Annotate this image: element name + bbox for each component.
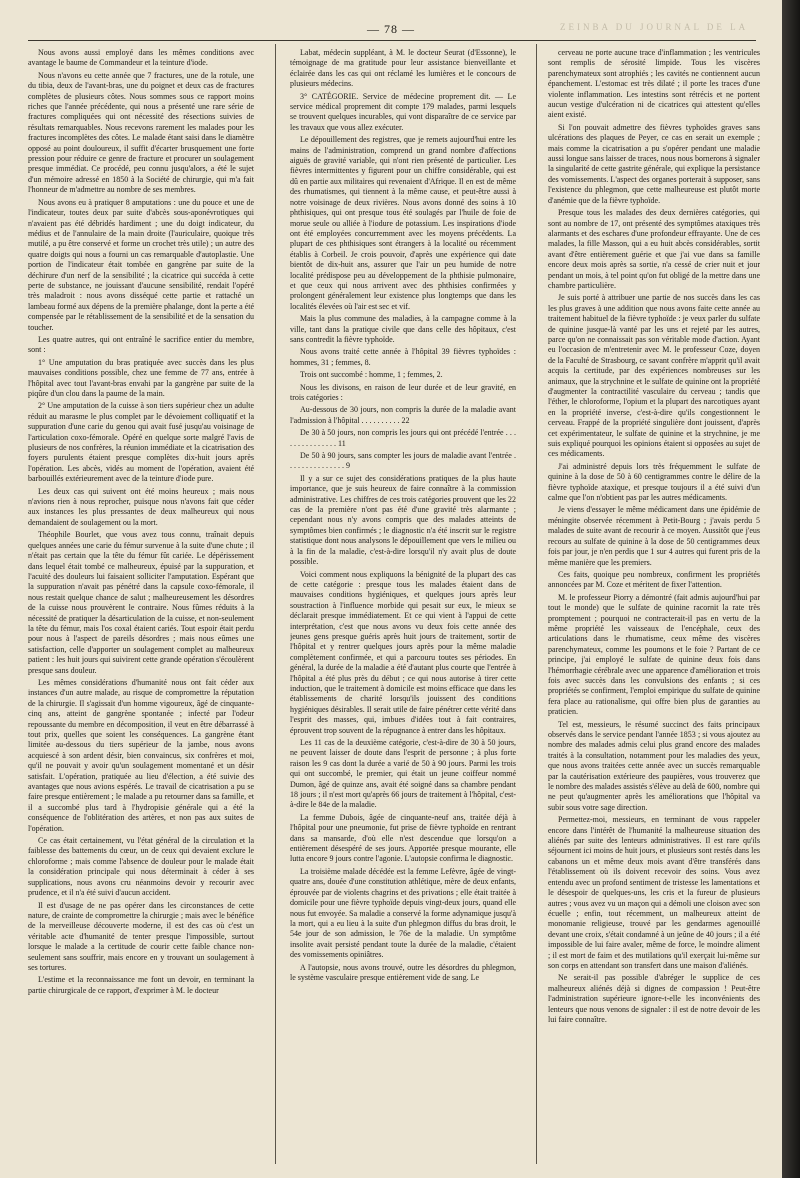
paragraph: Le dépouillement des registres, que je remets aujourd'hui entre les mains de l'administration, comprend un grand nombre d'affections aiguës de gravité variable, qui n'ont rien présenté de particulier. Les fièvres intermittentes y figurent pour un chiffre considérable, qui est dû en partie aux militaires qui revenaient d'Afrique. Il en est de même des rhumatismes, qui tiennent à la même cause, et peut-être aussi à notre voisinage de deux rivières. Nous avons donné des soins à 10 phthisiques, qui ont presque tous été soulagés par l'huile de foie de morue seule ou alliée à l'iodure de potassium. Les inspirations d'iode ont été employées concurremment avec les moyens précédents. La plupart de ces phthisiques sont étrangers à la localité ou récemment établis à Corbeil. Je crois pouvoir, d'après une expérience qui date bientôt de dix-huit ans, assurer que l'air un peu humide de notre localité prédispose peu au développement de la phthisie pulmonaire, et que ceux qui nous arrivent avec des phthisies confirmées y prolongent généralement leur existence plus longtemps que dans les localités élevées où l'air est sec et vif. xyxy=(290,135,516,311)
paragraph: Presque tous les malades des deux dernières catégories, qui sont au nombre de 17, ont présenté des symptômes ataxiques très alarmants et des eschares d'une profondeur effrayante. Une de ces malades, la fille Masson, qui a eu huit abcès considérables, sortit avant d'être entièrement guérie et que j'ai vue dans sa famille encore deux mois après sa sortie, n'a cessé de crier nuit et jour pendant un mois, à tel point qu'on fut obligé de la mettre dans une chambre particulière. xyxy=(548,208,760,290)
paragraph: Ce cas était certainement, vu l'état général de la circulation et la faiblesse des battements du cœur, un de ceux qui devaient exclure le chloroforme ; mais comme l'absence de douleur pour le malade était la considération principale qui nous déterminait à céder à ses supplications, nous avons cru néanmoins devoir y recourir avec prudence, et il n'a été suivi d'aucun accident. xyxy=(28,836,254,898)
paragraph: Les mêmes considérations d'humanité nous ont fait céder aux instances d'un autre malade, au risque de compromettre la réputation de la chirurgie. Il s'agissait d'un homme vigoureux, âgé de cinquante-cinq ans, atteint de gangrène spontanée ; infecté par l'odeur repoussante du membre en décomposition, il veut en être débarrassé à tout prix, quelles que soient les conséquences. La gangrène étant limitée au-dessous du tiers supérieur de la jambe, nous avons acquiescé à son ardent désir, bien convaincus, six confrères et moi, qu'il ne pouvait y avoir qu'un soulagement momentané et un désir satisfait. L'opération, pratiquée au lieu d'élection, a été suivie des avantages que nous avions espérés. Le travail de cicatrisation a pu se faire presque entièrement ; le malade a pu retourner dans sa famille, et il a succombé plus tard à l'hydropisie générale qui a été la conséquence de l'oblitération des artères, et non pas aux suites de l'opération. xyxy=(28,677,254,833)
paragraph: Nous avons aussi employé dans les mêmes conditions avec avantage le baume de Commandeur et la teinture d'iode. xyxy=(28,48,254,68)
paragraph: Nous les divisons, en raison de leur durée et de leur gravité, en trois catégories : xyxy=(290,382,516,402)
page-number: — 78 — xyxy=(367,22,415,36)
paragraph: Je viens d'essayer le même médicament dans une épidémie de méningite observée récemment à Petit-Bourg ; j'avais perdu 5 malades de suite avant de recourir à ce moyen. Aussitôt que j'eus recours au sulfate de quinine à la dose de 50 centigrammes deux fois par jour, je n'en perdis que 1 sur 4 autres qui furent pris de la même manière que les premiers. xyxy=(548,505,760,567)
header-rule xyxy=(28,40,756,41)
column-divider xyxy=(275,44,276,1164)
page-edge-shadow xyxy=(782,0,800,1178)
paragraph: A l'autopsie, nous avons trouvé, outre les désordres du phlegmon, le système vasculaire presque entièrement vide de sang. Le xyxy=(290,962,516,982)
bleed-through-text: ZEINBA DU JOURNAL DE LA xyxy=(560,22,749,32)
paragraph: Nous avons eu à pratiquer 8 amputations : une du pouce et une de l'indicateur, toutes deux par suite d'abcès sous-aponévrotiques qui n'avaient pas été débridés hardiment ; une du doigt indicateur, du médius et de l'annulaire de la main droite (l'auriculaire, quoique très mutilé, a pu être conservé et forme un crochet très utile) ; un autre des quatre doigts qui nous a fourni un cas remarquable d'autoplastie. Une portion de l'indicateur était tombée en gangrène par suite de la déchirure d'un nerf de la sensibilité ; la cicatrice qui succéda à cette perte de substance, ne jouissant d'aucune sensibilité, rendait l'opéré très maladroit : nous avons disséqué cette partie et rattaché un lambeau formé aux dépens de la première phalange, dont la perte a été compensée par le rétablissement de la sensibilité et de la sensation du toucher. xyxy=(28,197,254,332)
paragraph: M. le professeur Piorry a démontré (fait admis aujourd'hui par tout le monde) que le sulfate de quinine racornit la rate très promptement ; pourquoi ne contracterait-il pas en vertu de la même propriété les vaisseaux de l'encéphale, ceux des articulations dans le rhumatisme, ceux même des viscères parenchymateux, comme les poumons et le foie ? Partant de ce principe, j'ai employé le sulfate de quinine deux fois dans l'hémorrhagie cérébrale avec une apparence d'amélioration et trois fois avec succès dans les convulsions des enfants ; si ces propriétés se confirment, l'emploi empirique du sulfate de quinine fera place au rationalisme, qui offre bien plus de garanties au praticien. xyxy=(548,592,760,717)
paragraph: Permettez-moi, messieurs, en terminant de vous rappeler encore dans l'intérêt de l'humanité la malheureuse situation des aliénés par suite des lenteurs administratives. Il est rare qu'ils séjournent ici moins de huit jours, et plusieurs sont restés dans les cabanons un et même deux mois avant d'être transférés dans l'établissement où ils doivent recevoir des soins. Vous avez entendu avec un profond sentiment de tristesse les lamentations et le désespoir de quelques-uns, les cris et la fureur de plusieurs autres ; vous avez vu un maçon qui a démoli une cloison avec son écuelle ; enfin, tout récemment, un malheureux atteint de monomanie religieuse, trouvé par les gendarmes agenouillé devant une croix, s'était condamné à un jeûne de 40 jours ; il a été impossible de lui faire avaler, même de force, le moindre aliment ; il est mort de faim et des mutilations qu'il exerçait lui-même sur son corps en attendant son transfert dans une maison d'aliénés. xyxy=(548,815,760,970)
paragraph: Il est d'usage de ne pas opérer dans les circonstances de cette nature, de crainte de compromettre la chirurgie ; mais avec le bénéfice de la merveilleuse découverte moderne, il est des cas où c'est un véritable acte d'humanité de tenter presque l'impossible, surtout lorsque le malade a la certitude de courir cette faible chance non-seulement sans souffrir, mais encore en y trouvant un soulagement à ses tortures. xyxy=(28,900,254,972)
paragraph: Trois ont succombé : homme, 1 ; femmes, 2. xyxy=(300,370,443,380)
paragraph: J'ai administré depuis lors très fréquemment le sulfate de quinine à la dose de 50 à 60 centigrammes contre le délire de la fièvre typhoïde ataxique, et presque toujours il a été suivi d'un calme que l'on n'obtient pas par les autres médicaments. xyxy=(548,461,760,503)
paragraph: Mais la plus commune des maladies, à la campagne comme à la ville, tant dans la pratique civile que dans celle des hôpitaux, c'est sans contredit la fièvre typhoïde. xyxy=(290,314,516,344)
paragraph: Ne serait-il pas possible d'abréger le supplice de ces malheureux aliénés déjà si dignes de compassion ! Peut-être l'administration supérieure ignore-t-elle les inconvénients des lenteurs que nous venons de signaler : il est de notre devoir de les lui faire connaître. xyxy=(548,973,760,1024)
paragraph: cerveau ne porte aucune trace d'inflammation ; les ventricules sont remplis de sérosité limpide. Tous les viscères parenchymateux sont atrophiés ; les cavités ne contiennent aucun épanchement. L'estomac est très dilaté ; il porte les traces d'une violente inflammation. Les intestins sont rétrécis et ne portent aucun vestige d'ulcération ni de cicatrices qui attestent qu'elles aient existé. xyxy=(548,48,760,120)
paragraph: 2° Une amputation de la cuisse à son tiers supérieur chez un adulte réduit au marasme le plus complet par le dévoiement colliquatif et la suppuration d'une carie du genou qui avait fusé jusqu'au voisinage de l'articulation coxo-fémorale. Opéré en quelque sorte malgré l'avis de plusieurs de nos confrères, la réunion immédiate et la cicatrisation des foyers purulents étaient presque complètes dix-huit jours après l'opération. Les abcès, vidés au moment de l'opération, avaient été barbouillés extérieurement avec de la teinture d'iode pure. xyxy=(28,401,254,484)
paragraph: La femme Dubois, âgée de cinquante-neuf ans, traitée déjà à l'hôpital pour une pneumonie, fut prise de fièvre typhoïde en rentrant dans sa mansarde, d'où elle n'est descendue que lorsqu'on a entièrement désespéré de ses jours. Apportée presque mourante, elle lutta encore 9 jours contre l'agonie. L'autopsie confirma le diagnostic. xyxy=(290,812,516,864)
paragraph: De 30 à 50 jours, non compris les jours qui ont précédé l'entrée . . . . . . . . . . . . . . . 11 xyxy=(290,428,516,448)
paragraph: Nous avons traité cette année à l'hôpital 39 fièvres typhoïdes : hommes, 31 ; femmes, 8. xyxy=(290,347,516,367)
paragraph: Labat, médecin suppléant, à M. le docteur Seurat (d'Essonne), le témoignage de ma gratitude pour leur assistance bienveillante et éclairée dans les cas qui ont réclamé les lumières et le concours de plusieurs médecins. xyxy=(290,48,516,89)
paragraph: 1° Une amputation du bras pratiquée avec succès dans les plus mauvaises conditions possible, chez une femme de 77 ans, entrée à l'hôpital avec tout l'avant-bras envahi par la gangrène par suite de la piqûre d'un clou dans la paume de la main. xyxy=(28,357,254,398)
paragraph: Théophile Bourlet, que vous avez tous connu, traînait depuis quelques années une carie du fémur survenue à la suite d'une chute ; il n'était pas certain que la tête du fémur fût cariée. Le dépérissement dans lequel était tombé ce malheureux, épuisé par la suppuration, et l'acuité des douleurs lui faisaient solliciter l'amputation. Espérant que la suppuration n'avait pas pénétré dans la capsule coxo-fémorale, il nous restait quelque chance de salut ; malheureusement les désordres de la cuisse nous prouvèrent le contraire. Nous fûmes réduits à la nécessité de pratiquer la désarticulation de la cuisse, et non-seulement la tête du fémur, mais l'os coxal étaient cariés. Tout espoir était perdu pour nous à l'aspect de pareils désordres ; mais nous eûmes une satisfaction, celle d'apporter un soulagement complet au malheureux patient : les huit jours qui suivirent cette grande opération s'écoulèrent presque sans douleur. xyxy=(28,530,254,675)
paragraph: Les quatre autres, qui ont entraîné le sacrifice entier du membre, sont : xyxy=(28,334,254,355)
paragraph: L'estime et la reconnaissance me font un devoir, en terminant la partie chirurgicale de ce rapport, d'exprimer à M. le docteur xyxy=(28,975,254,995)
paragraph: Ces faits, quoique peu nombreux, confirment les propriétés annoncées par M. Coze et méritent de fixer l'attention. xyxy=(548,569,760,590)
text-column-left xyxy=(28,48,254,1160)
paragraph: Les deux cas qui suivent ont été moins heureux ; mais nous n'avions rien à nous reprocher, puisque nous n'avons fait que céder aux instances les plus pressantes de deux malheureux qui nous demandaient de soulagement ou la mort. xyxy=(28,486,254,527)
paragraph: Nous n'avons eu cette année que 7 fractures, une de la rotule, une du tibia, deux de l'avant-bras, une du poignet et deux cas de fractures complètes de plusieurs côtes. Nous sommes sous ce rapport moins riches que l'année précédente, qui nous a présenté une rare série de fractures compliquées qui ont nécessité des résections suivies de résultats remarquables. Nous recevons rarement les malades pour les fractures incomplètes des côtes. Le malade étant saisi dans le diamètre opposé au point douloureux, il suffit d'écarter brusquement une forte pression pour réduire ce genre de fracture et procurer un soulagement presque immédiat. Ce procédé, peu connu jusqu'alors, a été le sujet d'un mémoire adressé en 1850 à la Société de chirurgie, qui m'a fait l'honneur de m'admettre au nombre de ses membres. xyxy=(28,70,254,195)
paragraph: Il y a sur ce sujet des considérations pratiques de la plus haute importance, que je suis heureux de faire connaître à la commission administrative. Les chiffres de ces trois catégories prouvent que les 22 cas de la première n'ont pas été d'une gravité très alarmante ; cependant nous n'y avons compris que des malades atteints de symptômes bien confirmés ; le diagnostic n'a été inscrit sur le registre statistique dont nous analysons le dépouillement que vers le milieu ou à la fin de la maladie, c'est-à-dire lorsqu'il n'y avait plus de doute possible. xyxy=(290,473,516,567)
text-column-right xyxy=(548,48,760,1160)
paragraph: Voici comment nous expliquons la bénignité de la plupart des cas de cette catégorie : presque tous les malades étaient dans de mauvaises conditions hygiéniques, et quelques jours après leur soustraction à l'influence morbide qui pesait sur eux, le mieux se déclarait presque immédiatement. Et ce qui vient à l'appui de cette interprétation, c'est que nous avons vu deux fois cette année des jeunes gens presque guéris après huit jours de traitement, sortir de l'hôpital et y rentrer quelques jours après pour la même maladie complètement confirmée, et qui a parcouru toutes ses périodes. En général, la durée de la maladie a été d'autant plus courte que l'entrée à l'hôpital a été plus près du début ; ce qui nous autorise à tirer cette induction, que le traitement à domicile est moins efficace que dans les établissements de charité lorsqu'ils jouissent des conditions hygiéniques désirables. Il serait utile de faire pénétrer cette vérité dans l'esprit des masses, qui, imbues d'idées tout à fait contraires, éprouvent trop souvent de la répugnance à entrer dans les hôpitaux. xyxy=(290,569,516,735)
paragraph: La troisième malade décédée est la femme Lefèvre, âgée de vingt-quatre ans, douée d'une constitution athlétique, mère de deux enfants, éprouvée par de violents chagrins et des privations ; elle était traitée à domicile pour une fièvre typhoïde depuis vingt-deux jours, quand elle nous fut envoyée. Sa maladie a conservé la forme adynamique jusqu'à la mort, qui a eu lieu à la suite d'un phlegmon diffus du bras droit, le 54e jour de son admission, le 76e de la maladie. Un symptôme insolite avait persisté pendant toute la durée de la maladie, c'étaient des vomissements opiniâtres. xyxy=(290,866,516,960)
paragraph: Les 11 cas de la deuxième catégorie, c'est-à-dire de 30 à 50 jours, ne peuvent laisser de doute dans l'esprit de personne ; à plus forte raison les 9 cas dont la durée a varié de 50 à 90 jours. Parmi les trois qui ont succombé, le premier, qui était un jeune coiffeur nommé Dumon, âgé de quinze ans, avait été soigné dans sa chambre pendant 18 jours ; il n'est mort qu'après 66 jours de traitement à l'hôpital, c'est-à-dire le 84e de la maladie. xyxy=(290,738,516,810)
paragraph: Si l'on pouvait admettre des fièvres typhoïdes graves sans ulcérations des plaques de Peyer, ce cas en serait un exemple ; mais comme la cicatrisation a pu s'opérer pendant une maladie aussi longue sans laisser de traces, nous nous bornerons à signaler la singularité de cette gastrite générale, qui explique la persistance des vomissements. L'aspect des organes porterait à supposer, sans l'existence du phlegmon, que cette malheureuse est plutôt morte d'anémie que de la fièvre typhoïde. xyxy=(548,122,760,205)
paragraph: De 50 à 90 jours, sans compter les jours de maladie avant l'entrée . . . . . . . . . . . . . . . 9 xyxy=(290,451,516,471)
paragraph: Tel est, messieurs, le résumé succinct des faits principaux observés dans le service pendant l'année 1853 ; si vous ajoutez au nombre des malades admis celui plus grand encore des malades traités à la consultation, notamment pour les maladies des yeux, que nous avons traitées cette année avec un succès remarquable par la cautérisation extérieure des paupières, vous trouverez que le nombre des malades assistés s'élève au delà de 600, nombre qui ne peut qu'augmenter après les améliorations que l'hôpital va subir sous votre sage direction. xyxy=(548,719,760,812)
column-divider xyxy=(536,44,537,1164)
paragraph: Je suis porté à attribuer une partie de nos succès dans les cas les plus graves à une addition que nous avons faite cette année au traitement habituel de la fièvre typhoïde : je veux parler du sulfate de quinine jusque-là vanté par les uns et rejeté par les autres, parce qu'on ne connaissait pas son véritable mode d'action. Ayant eu l'occasion de m'entretenir avec M. le professeur Coze, doyen de la Faculté de Strasbourg, ce savant confrère m'apprit qu'il avait acquis la certitude, par des expériences nombreuses sur les animaux, que la strychnine et le sulfate de quinine ont la propriété d'augmenter la contractilité vasculaire du cerveau ; tandis que l'éther, le chloroforme, l'opium et la plupart des narcotiques ayant en la propriété inverse, c'est-à-dire qu'ils congestionnent le cerveau. Frappé de la propriété singulière dont jouissent, d'après cet expérimentateur, le sulfate de quinine et la strychnine, je me suis expliqué pourquoi les opinions étaient si opposées au sujet de ces médicaments. xyxy=(548,293,760,459)
text-column-middle xyxy=(290,48,516,1160)
paragraph: 3° CATÉGORIE. Service de médecine proprement dit. — Le service médical proprement dit compte 179 malades, parmi lesquels se trouvent quelques incurables, qui vont disparaître de ce service par les travaux que vous allez exécuter. xyxy=(290,91,516,132)
paragraph: Au-dessous de 30 jours, non compris la durée de la maladie avant l'admission à l'hôpital . . . . . . . . . . 22 xyxy=(290,405,516,425)
